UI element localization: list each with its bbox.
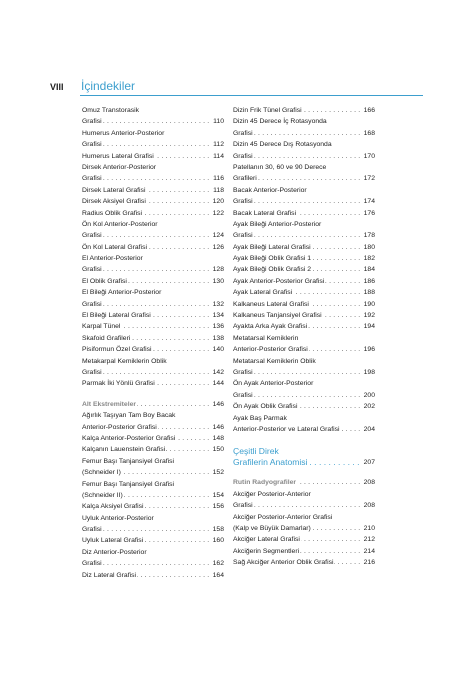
toc-entry-title: Grafisi <box>233 128 254 139</box>
toc-entry-title: Ayakta Arka Ayak Grafisi <box>233 321 308 332</box>
toc-entry-title: Grafileri <box>233 173 258 184</box>
toc-entry-title: Ön Kol Lateral Grafisi <box>82 242 148 253</box>
toc-entry[interactable] <box>82 333 224 344</box>
toc-entry-page: 210 <box>362 523 375 534</box>
toc-entry-page: 208 <box>362 500 375 511</box>
toc-entry-title: Ayak Bileği Oblik Grafisi 2 <box>233 264 312 275</box>
toc-entry-page: 152 <box>211 467 224 478</box>
toc-entry-page: 214 <box>362 546 375 557</box>
toc-entry-title: Grafisi <box>82 367 103 378</box>
toc-entry-page: 162 <box>211 558 224 569</box>
toc-list <box>233 105 375 435</box>
toc-entry[interactable] <box>82 456 224 467</box>
toc-entry-title: Anterior-Posterior Grafisi <box>233 344 309 355</box>
toc-entry-page: 120 <box>211 196 224 207</box>
toc-entry-page: 138 <box>211 333 224 344</box>
toc-entry[interactable] <box>82 378 224 389</box>
page-title: İçindekiler <box>81 79 136 93</box>
toc-entry-title: Akciğer Lateral Grafisi <box>233 534 301 545</box>
toc-entry-title: Dirsek Anterior-Posterior <box>82 162 157 173</box>
toc-entry-title: Anterior-Posterior Grafisi <box>82 422 158 433</box>
toc-entry[interactable] <box>233 489 375 500</box>
toc-entry[interactable] <box>233 287 375 298</box>
toc-entry-page: 116 <box>211 173 224 184</box>
toc-entry-page: 200 <box>362 390 375 401</box>
toc-entry[interactable] <box>82 558 224 569</box>
toc-entry[interactable] <box>233 367 375 378</box>
toc-entry-title: Bacak Lateral Grafisi <box>233 208 297 219</box>
toc-entry[interactable] <box>233 500 375 511</box>
toc-entry[interactable] <box>82 444 224 455</box>
toc-entry-title: Sağ Akciğer Anterior Oblik Grafisi <box>233 557 334 568</box>
toc-entry-title: El Bileği Anterior-Posterior <box>82 287 162 298</box>
toc-entry-title: Kalça Aksiyel Grafisi <box>82 501 145 512</box>
toc-entry[interactable] <box>233 401 375 412</box>
toc-entry-title: (Kalp ve Büyük Damarlar) <box>233 523 312 534</box>
toc-entry[interactable] <box>82 310 224 321</box>
toc-entry-page: 212 <box>362 534 375 545</box>
toc-entry-title: Metatarsal Kemiklerin <box>233 333 299 344</box>
toc-entry[interactable] <box>82 422 224 433</box>
toc-entry-page: 192 <box>362 310 375 321</box>
toc-entry[interactable] <box>82 264 224 275</box>
toc-entry-title: Akciğer Posterior-Anterior <box>233 489 312 500</box>
toc-entry-page: 146 <box>211 422 224 433</box>
toc-entry-page: 184 <box>362 264 375 275</box>
toc-entry-title: Omuz Transtorasik <box>82 105 140 116</box>
toc-entry[interactable] <box>82 253 224 264</box>
toc-entry-page: 114 <box>211 151 224 162</box>
toc-entry[interactable] <box>82 219 224 230</box>
toc-left-column <box>82 105 224 581</box>
toc-entry-page: 160 <box>211 535 224 546</box>
toc-entry-page: 126 <box>211 242 224 253</box>
toc-entry-title: Patellanın 30, 60 ve 90 Derece <box>233 162 327 173</box>
toc-entry[interactable] <box>233 512 375 523</box>
toc-entry-page: 124 <box>211 230 224 241</box>
toc-entry-title: Humerus Lateral Grafisi <box>82 151 155 162</box>
toc-entry-title: Pisiformun Özel Grafisi <box>82 344 153 355</box>
toc-entry-title: Grafisi <box>233 390 254 401</box>
toc-entry-page: 190 <box>362 299 375 310</box>
toc-entry-title: Kalça Anterior-Posterior Grafisi <box>82 433 176 444</box>
toc-entry[interactable] <box>82 287 224 298</box>
toc-entry-title: Grafisi <box>82 299 103 310</box>
toc-entry-title: Dizin Frik Tünel Grafisi <box>233 105 303 116</box>
toc-list <box>233 477 375 568</box>
toc-entry-title: Parmak İki Yönlü Grafisi <box>82 378 156 389</box>
toc-entry[interactable] <box>233 253 375 264</box>
toc-entry-title: Rutin Radyografiler <box>233 477 297 488</box>
toc-entry-page: 154 <box>211 490 224 501</box>
toc-entry[interactable] <box>82 467 224 478</box>
toc-subsection[interactable] <box>82 399 224 410</box>
toc-entry-page: 194 <box>362 321 375 332</box>
toc-entry-title: Diz Anterior-Posterior <box>82 547 148 558</box>
toc-entry-title: Grafisi <box>233 500 254 511</box>
toc-entry-page: 198 <box>362 367 375 378</box>
toc-entry-title: El Oblik Grafisi <box>82 276 128 287</box>
toc-entry[interactable] <box>233 299 375 310</box>
toc-entry-page: 216 <box>362 557 375 568</box>
toc-entry[interactable] <box>233 557 375 568</box>
toc-entry[interactable] <box>82 139 224 150</box>
toc-entry-page: 150 <box>211 444 224 455</box>
toc-entry-title: Grafisi <box>82 524 103 535</box>
section-heading-text: Çeşitli Direk <box>233 446 279 457</box>
toc-entry[interactable] <box>233 264 375 275</box>
toc-entry-title: Grafisi <box>82 264 103 275</box>
toc-entry-page: 186 <box>362 276 375 287</box>
toc-entry-title: Dirsek Lateral Grafisi <box>82 185 146 196</box>
toc-entry[interactable] <box>82 242 224 253</box>
toc-entry[interactable] <box>82 501 224 512</box>
toc-entry-title: Skafoid Grafileri <box>82 333 131 344</box>
page-header <box>50 80 420 96</box>
toc-entry[interactable] <box>233 162 375 173</box>
toc-entry-page: 144 <box>211 378 224 389</box>
toc-entry-title: Radius Oblik Grafisi <box>82 208 143 219</box>
toc-entry-title: Anterior-Posterior ve Lateral Grafisi <box>233 424 341 435</box>
toc-entry[interactable] <box>233 356 375 367</box>
toc-entry-title: Grafisi <box>233 151 254 162</box>
toc-entry[interactable] <box>233 196 375 207</box>
toc-entry-title: Ayak Bileği Lateral Grafisi <box>233 242 312 253</box>
toc-entry-title: Grafisi <box>82 230 103 241</box>
toc-entry-page: 172 <box>362 173 375 184</box>
toc-entry-title: Ayak Anterior-Posterior Grafisi <box>233 276 325 287</box>
toc-entry-title: Uyluk Lateral Grafisi <box>82 535 144 546</box>
toc-entry[interactable] <box>82 230 224 241</box>
toc-right-column <box>233 105 375 568</box>
toc-entry-title: Ön Ayak Oblik Grafisi <box>233 401 298 412</box>
toc-entry[interactable] <box>82 524 224 535</box>
toc-entry[interactable] <box>233 534 375 545</box>
toc-entry-page: 196 <box>362 344 375 355</box>
toc-entry-title: Grafisi <box>82 139 103 150</box>
toc-entry[interactable] <box>233 276 375 287</box>
toc-entry-page: 110 <box>211 116 224 127</box>
toc-entry[interactable] <box>233 208 375 219</box>
toc-entry[interactable] <box>82 105 224 116</box>
toc-entry[interactable] <box>233 173 375 184</box>
toc-entry-title: Humerus Anterior-Posterior <box>82 128 165 139</box>
page-number: VIII <box>50 82 64 92</box>
toc-entry-title: Akciğer Posterior-Anterior Grafisi <box>233 512 333 523</box>
toc-entry[interactable] <box>233 310 375 321</box>
toc-entry-page: 148 <box>211 433 224 444</box>
toc-subsection[interactable] <box>233 477 375 488</box>
toc-entry-title: Kalkaneus Lateral Grafisi <box>233 299 310 310</box>
toc-entry-title: Akciğerin Segmentleri <box>233 546 300 557</box>
toc-entry[interactable] <box>233 242 375 253</box>
toc-entry[interactable] <box>82 128 224 139</box>
toc-entry-page: 168 <box>362 128 375 139</box>
toc-entry-title: Karpal Tünel <box>82 321 121 332</box>
toc-entry-page: 130 <box>211 276 224 287</box>
toc-entry-title: Grafisi <box>233 367 254 378</box>
toc-entry[interactable] <box>233 116 375 127</box>
toc-entry[interactable] <box>82 173 224 184</box>
toc-entry-page: 202 <box>362 401 375 412</box>
toc-entry-page: 178 <box>362 230 375 241</box>
toc-entry[interactable] <box>82 490 224 501</box>
toc-entry-page: 204 <box>362 424 375 435</box>
toc-entry-title: Alt Ekstremiteler <box>82 399 137 410</box>
toc-entry-page: 188 <box>362 287 375 298</box>
toc-entry-title: Kalkaneus Tanjansiyel Grafisi <box>233 310 323 321</box>
toc-entry-title: Ayak Baş Parmak <box>233 413 288 424</box>
toc-entry-page: 180 <box>362 242 375 253</box>
toc-entry-title: Dizin 45 Derece İç Rotasyonda <box>233 116 328 127</box>
toc-entry-title: Femur Başı Tanjansiyel Grafisi <box>82 456 175 467</box>
toc-entry-page: 156 <box>211 501 224 512</box>
toc-entry-page: 132 <box>211 299 224 310</box>
toc-entry[interactable] <box>233 128 375 139</box>
toc-entry[interactable] <box>82 276 224 287</box>
toc-entry[interactable] <box>82 299 224 310</box>
toc-entry[interactable] <box>82 547 224 558</box>
toc-entry-title: Ayak Bileği Oblik Grafisi 1 <box>233 253 312 264</box>
toc-entry-page: 128 <box>211 264 224 275</box>
toc-entry[interactable] <box>233 185 375 196</box>
toc-entry-title: El Anterior-Posterior <box>82 253 144 264</box>
toc-entry[interactable] <box>233 230 375 241</box>
toc-entry-title: Ön Ayak Anterior-Posterior <box>233 378 314 389</box>
toc-entry[interactable] <box>82 535 224 546</box>
toc-entry-title: Uyluk Anterior-Posterior <box>82 513 155 524</box>
toc-entry-title: El Bileği Lateral Grafisi <box>82 310 152 321</box>
toc-entry-title: Ön Kol Anterior-Posterior <box>82 219 159 230</box>
toc-entry-page: 140 <box>211 344 224 355</box>
toc-entry[interactable] <box>233 344 375 355</box>
toc-entry[interactable] <box>233 139 375 150</box>
toc-entry[interactable] <box>82 433 224 444</box>
toc-entry-page: 170 <box>362 151 375 162</box>
toc-entry-page: 146 <box>211 399 224 410</box>
toc-entry[interactable] <box>233 378 375 389</box>
toc-entry-page: 174 <box>362 196 375 207</box>
toc-entry-title: Grafisi <box>233 230 254 241</box>
toc-entry-title: Dizin 45 Derece Dış Rotasyonda <box>233 139 333 150</box>
toc-entry-page: 134 <box>211 310 224 321</box>
toc-entry[interactable] <box>82 321 224 332</box>
toc-entry[interactable] <box>233 321 375 332</box>
toc-entry-title: Grafisi <box>82 173 103 184</box>
toc-entry[interactable] <box>233 523 375 534</box>
toc-entry-page: 122 <box>211 208 224 219</box>
toc-entry-title: Bacak Anterior-Posterior <box>233 185 308 196</box>
section-heading-page: 207 <box>363 459 375 467</box>
spacer <box>233 468 375 477</box>
toc-entry[interactable] <box>82 367 224 378</box>
toc-entry-page: 136 <box>211 321 224 332</box>
toc-entry-title: Kalçanın Lauenstein Grafisi <box>82 444 166 455</box>
toc-entry-page: 158 <box>211 524 224 535</box>
toc-entry[interactable] <box>233 413 375 424</box>
toc-entry-page: 164 <box>211 570 224 581</box>
toc-entry[interactable] <box>82 208 224 219</box>
toc-entry[interactable] <box>82 344 224 355</box>
toc-entry[interactable] <box>82 162 224 173</box>
toc-entry-title: Diz Lateral Grafisi <box>82 570 137 581</box>
toc-entry[interactable] <box>82 479 224 490</box>
toc-entry[interactable] <box>233 151 375 162</box>
toc-entry-title: Grafisi <box>82 116 103 127</box>
toc-entry[interactable] <box>233 105 375 116</box>
spacer <box>233 435 375 446</box>
toc-entry-page: 166 <box>362 105 375 116</box>
section-heading-line1[interactable] <box>233 446 375 457</box>
section-heading-text: Grafilerin Anatomisi <box>233 457 308 468</box>
toc-entry[interactable] <box>82 570 224 581</box>
toc-entry-title: Grafisi <box>233 196 254 207</box>
toc-entry-page: 176 <box>362 208 375 219</box>
toc-entry-page: 208 <box>362 477 375 488</box>
toc-entry[interactable] <box>233 219 375 230</box>
toc-entry-title: Dirsek Aksiyel Grafisi <box>82 196 147 207</box>
toc-entry[interactable] <box>82 151 224 162</box>
toc-entry-title: Grafisi <box>82 558 103 569</box>
section-heading-line2[interactable] <box>233 457 375 468</box>
toc-entry-title: (Schneider II) <box>82 490 124 501</box>
toc-entry-title: Femur Başı Tanjansiyel Grafisi <box>82 479 175 490</box>
toc-entry-title: Metakarpal Kemiklerin Oblik <box>82 356 168 367</box>
toc-entry[interactable] <box>82 410 224 421</box>
toc-entry[interactable] <box>233 390 375 401</box>
toc-entry-page: 142 <box>211 367 224 378</box>
toc-entry-page: 118 <box>211 185 224 196</box>
toc-entry[interactable] <box>233 546 375 557</box>
toc-entry[interactable] <box>82 116 224 127</box>
header-rule <box>80 95 423 96</box>
toc-entry-title: (Schneider I) <box>82 467 122 478</box>
toc-entry-title: Ayak Bileği Anterior-Posterior <box>233 219 322 230</box>
toc-entry-title: Metatarsal Kemiklerin Oblik <box>233 356 317 367</box>
toc-entry[interactable] <box>82 513 224 524</box>
toc-entry[interactable] <box>233 333 375 344</box>
toc-entry-title: Ağırlık Taşıyan Tam Boy Bacak <box>82 410 176 421</box>
toc-entry-page: 112 <box>211 139 224 150</box>
toc-entry[interactable] <box>82 196 224 207</box>
spacer <box>82 390 224 399</box>
toc-entry[interactable] <box>82 356 224 367</box>
toc-entry[interactable] <box>233 424 375 435</box>
toc-entry-title: Ayak Lateral Grafisi <box>233 287 293 298</box>
toc-entry-page: 182 <box>362 253 375 264</box>
toc-entry[interactable] <box>82 185 224 196</box>
